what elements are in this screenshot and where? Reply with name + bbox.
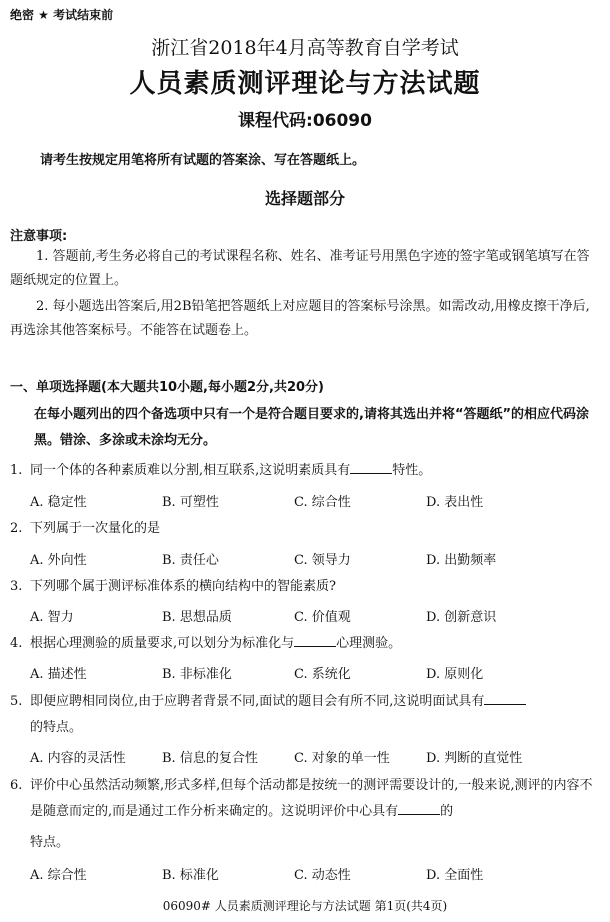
option-b: B. 责任心 [162, 553, 219, 568]
option-b: B. 可塑性 [162, 495, 219, 510]
answer-blank [484, 692, 526, 705]
option-a: A. 稳定性 [30, 495, 87, 510]
options-2 [30, 549, 600, 568]
options-4 [30, 663, 600, 682]
option-c: C. 对象的单一性 [294, 751, 390, 766]
options-5 [30, 747, 600, 766]
question-number: 4. [10, 636, 23, 651]
note-item-1: 1. 答题前,考生务必将自己的考试课程名称、姓名、准考证号用黑色字迹的签字笔或钢笔填写在答题纸规定的位置上。 [10, 249, 590, 288]
question-text-continued: 的特点。 [30, 720, 83, 735]
question-text: 下列属于一次量化的是 [30, 521, 161, 536]
option-a: A. 描述性 [30, 667, 87, 682]
page-footer: 06090# 人员素质测评理论与方法试题 第1页(共4页) [162, 899, 448, 913]
question-1 [10, 458, 600, 484]
options-6 [30, 864, 600, 883]
question-4 [10, 631, 600, 657]
option-c: C. 系统化 [294, 667, 351, 682]
question-number: 1. [10, 463, 23, 478]
option-d: D. 创新意识 [426, 610, 497, 625]
answer-blank [350, 461, 392, 474]
options-1 [30, 491, 600, 510]
notes-heading: 注意事项: [10, 229, 68, 244]
question-6-continued [10, 830, 600, 856]
option-a: A. 内容的灵活性 [30, 751, 126, 766]
question-text-after: 的 [440, 804, 454, 819]
section-heading: 一、单项选择题(本大题共10小题,每小题2分,共20分) [10, 380, 324, 395]
options-3 [30, 606, 600, 625]
option-a: A. 智力 [30, 610, 74, 625]
exam-line: 浙江省2018年4月高等教育自学考试 [151, 37, 459, 59]
option-d: D. 判断的直觉性 [426, 751, 523, 766]
secret-label: 绝密 ★ 考试结束前 [10, 8, 114, 22]
option-c: C. 动态性 [294, 868, 351, 883]
option-c: C. 综合性 [294, 495, 351, 510]
question-text-continued: 特点。 [30, 835, 70, 850]
question-3 [10, 574, 600, 600]
option-b: B. 思想品质 [162, 610, 232, 625]
question-text: 根据心理测验的质量要求,可以划分为标准化与 [30, 636, 295, 651]
option-a: A. 外向性 [30, 553, 87, 568]
option-b: B. 信息的复合性 [162, 751, 258, 766]
question-text: 即便应聘相同岗位,由于应聘者背景不同,面试的题目会有所不同,这说明面试具有 [30, 694, 485, 709]
answer-blank [398, 802, 440, 815]
option-c: C. 价值观 [294, 610, 351, 625]
option-c: C. 领导力 [294, 553, 351, 568]
option-d: D. 表出性 [426, 495, 484, 510]
question-text-after: 心理测验。 [336, 636, 402, 651]
question-text: 同一个体的各种素质难以分割,相互联系,这说明素质具有 [30, 463, 351, 478]
question-number: 5. [10, 694, 23, 709]
question-number: 2. [10, 521, 23, 536]
answer-blank [294, 634, 336, 647]
question-text: 下列哪个属于测评标准体系的横向结构中的智能素质? [30, 579, 336, 594]
question-text: 评价中心虽然活动频繁,形式多样,但每个活动都是按统一的测评需要设计的,一般来说,测评的内容不是随意而定的,而是通过工作分析来确定的。这说明评价中心具有 [30, 778, 593, 819]
option-d: D. 出勤频率 [426, 553, 497, 568]
exam-title: 人员素质测评理论与方法试题 [129, 69, 481, 99]
option-d: D. 全面性 [426, 868, 484, 883]
question-number: 6. [10, 778, 23, 793]
option-b: B. 标准化 [162, 868, 219, 883]
question-number: 3. [10, 579, 23, 594]
question-6 [10, 773, 600, 825]
option-b: B. 非标准化 [162, 667, 232, 682]
question-text-after: 特性。 [392, 463, 432, 478]
note-item-2: 2. 每小题选出答案后,用2B铅笔把答题纸上对应题目的答案标号涂黑。如需改动,用橡皮擦干净后,再选涂其他答案标号。不能答在试题卷上。 [10, 299, 590, 338]
question-2 [10, 516, 600, 542]
option-d: D. 原则化 [426, 667, 484, 682]
section-description: 在每小题列出的四个备选项中只有一个是符合题目要求的,请将其选出并将“答题纸”的相应代码涂黑。错涂、多涂或未涂均无分。 [34, 407, 590, 448]
question-5 [10, 689, 600, 741]
course-code: 课程代码:06090 [238, 111, 372, 131]
answer-instruction: 请考生按规定用笔将所有试题的答案涂、写在答题纸上。 [40, 153, 366, 168]
option-a: A. 综合性 [30, 868, 87, 883]
part-title: 选择题部分 [264, 189, 345, 208]
